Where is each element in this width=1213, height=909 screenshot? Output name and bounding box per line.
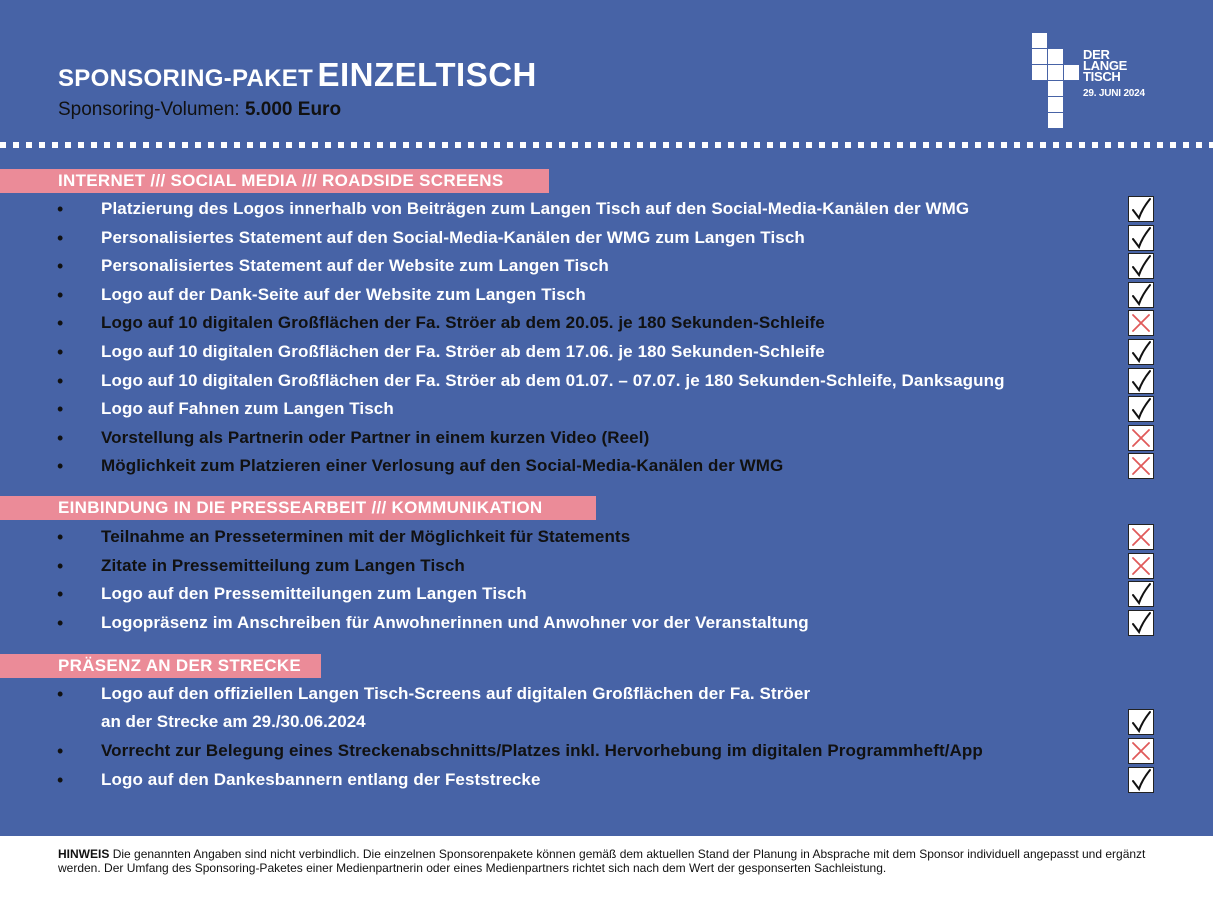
logo-wordmark bbox=[1083, 49, 1127, 82]
section-header-strecke: PRÄSENZ AN DER STRECKE bbox=[0, 654, 321, 678]
cross-icon bbox=[1129, 554, 1153, 578]
cross-icon bbox=[1129, 739, 1153, 763]
bullet-icon: • bbox=[57, 199, 64, 219]
bullet-icon: • bbox=[57, 285, 64, 305]
bullet-icon: • bbox=[57, 371, 64, 391]
item-text: Logo auf den Pressemitteilungen zum Langen Tisch bbox=[101, 584, 527, 603]
bullet-icon: • bbox=[57, 770, 64, 790]
bullet-icon: • bbox=[57, 556, 64, 576]
checkmark-icon bbox=[1129, 397, 1153, 421]
item-text: Möglichkeit zum Platzieren einer Verlosung auf den Social-Media-Kanälen der WMG bbox=[101, 456, 784, 475]
item-text: Vorrecht zur Belegung eines Streckenabschnitts/Platzes inkl. Hervorhebung im digitalen Programmheft/App bbox=[101, 741, 983, 760]
item-text: Logo auf den offiziellen Langen Tisch-Screens auf digitalen Großflächen der Fa. Ströer bbox=[101, 684, 811, 703]
list-item bbox=[0, 424, 1213, 452]
footer-note bbox=[58, 847, 1158, 875]
volume-label: Sponsoring-Volumen: bbox=[58, 99, 240, 120]
der-lange-tisch-logo bbox=[1031, 32, 1171, 132]
status-box bbox=[1128, 738, 1154, 764]
list-item bbox=[0, 452, 1213, 480]
bullet-icon: • bbox=[57, 584, 64, 604]
status-box bbox=[1128, 425, 1154, 451]
item-text: Teilnahme an Presseterminen mit der Möglichkeit für Statements bbox=[101, 527, 631, 546]
checkmark-icon bbox=[1129, 710, 1153, 734]
footer-text: Die genannten Angaben sind nicht verbindlich. Die einzelnen Sponsorenpakete können gemäß dem aktuellen Stand der Planung in Absprache mit dem Sponsor individuell angepasst und ergänzt werden. Der Umfang des Sponsoring-Paketes einer Medienpartnerin oder eines Medienpartners richtet sich nach dem Wert der gesponserten Sachleistung. bbox=[58, 847, 1146, 875]
bullet-icon: • bbox=[57, 684, 64, 704]
bullet-icon: • bbox=[57, 527, 64, 547]
item-text: Personalisiertes Statement auf den Social-Media-Kanälen der WMG zum Langen Tisch bbox=[101, 228, 805, 247]
checkmark-icon bbox=[1129, 369, 1153, 393]
cross-icon bbox=[1129, 311, 1153, 335]
bullet-icon: • bbox=[57, 613, 64, 633]
list-item bbox=[0, 580, 1213, 608]
item-text: Logo auf Fahnen zum Langen Tisch bbox=[101, 399, 394, 418]
logo-date: 29. JUNI 2024 bbox=[1083, 88, 1145, 99]
item-text: Zitate in Pressemitteilung zum Langen Tisch bbox=[101, 556, 465, 575]
checkmark-icon bbox=[1129, 226, 1153, 250]
checkmark-icon bbox=[1129, 283, 1153, 307]
list-item bbox=[0, 609, 1213, 637]
status-box bbox=[1128, 709, 1154, 735]
logo-line-3: TISCH bbox=[1083, 69, 1121, 84]
list-item bbox=[0, 766, 1213, 794]
list-item bbox=[0, 737, 1213, 765]
bullet-icon: • bbox=[57, 741, 64, 761]
item-text-continued: an der Strecke am 29./30.06.2024 bbox=[101, 712, 366, 731]
cross-icon bbox=[1129, 426, 1153, 450]
status-box bbox=[1128, 196, 1154, 222]
list-item bbox=[0, 367, 1213, 395]
section-header-internet: INTERNET /// SOCIAL MEDIA /// ROADSIDE SCREENS bbox=[0, 169, 549, 193]
bullet-icon: • bbox=[57, 228, 64, 248]
item-text: Logo auf 10 digitalen Großflächen der Fa. Ströer ab dem 20.05. je 180 Sekunden-Schleife bbox=[101, 313, 825, 332]
list-item bbox=[0, 680, 1213, 736]
list-item bbox=[0, 195, 1213, 223]
item-text: Logo auf der Dank-Seite auf der Website zum Langen Tisch bbox=[101, 285, 586, 304]
item-text: Platzierung des Logos innerhalb von Beiträgen zum Langen Tisch auf den Social-Media-Kanälen der WMG bbox=[101, 199, 970, 218]
bullet-icon: • bbox=[57, 428, 64, 448]
list-item bbox=[0, 395, 1213, 423]
list-item bbox=[0, 552, 1213, 580]
status-box bbox=[1128, 767, 1154, 793]
status-box bbox=[1128, 225, 1154, 251]
list-item bbox=[0, 281, 1213, 309]
status-box bbox=[1128, 524, 1154, 550]
checkmark-icon bbox=[1129, 254, 1153, 278]
checkmark-icon bbox=[1129, 768, 1153, 792]
list-item bbox=[0, 224, 1213, 252]
status-box bbox=[1128, 339, 1154, 365]
volume-value: 5.000 Euro bbox=[244, 99, 342, 120]
title-main: EINZELTISCH bbox=[317, 56, 537, 93]
status-box bbox=[1128, 610, 1154, 636]
bullet-icon: • bbox=[57, 313, 64, 333]
logo-line-2: LANGE bbox=[1083, 58, 1128, 73]
status-box bbox=[1128, 581, 1154, 607]
dotted-divider bbox=[0, 142, 1213, 148]
page-title bbox=[58, 56, 537, 94]
section-header-presse: EINBINDUNG IN DIE PRESSEARBEIT /// KOMMUNIKATION bbox=[0, 496, 596, 520]
bullet-icon: • bbox=[57, 256, 64, 276]
item-text: Personalisiertes Statement auf der Website zum Langen Tisch bbox=[101, 256, 609, 275]
bullet-icon: • bbox=[57, 456, 64, 476]
checkmark-icon bbox=[1129, 582, 1153, 606]
sponsoring-volume bbox=[58, 99, 341, 121]
list-item bbox=[0, 309, 1213, 337]
checkmark-icon bbox=[1129, 340, 1153, 364]
cross-icon bbox=[1129, 525, 1153, 549]
logo-line-1: DER bbox=[1083, 47, 1110, 62]
bullet-icon: • bbox=[57, 399, 64, 419]
status-box bbox=[1128, 368, 1154, 394]
cross-icon bbox=[1129, 454, 1153, 478]
item-text: Logo auf 10 digitalen Großflächen der Fa. Ströer ab dem 01.07. – 07.07. je 180 Sekunden-Schleife, Danksagung bbox=[101, 371, 1005, 390]
status-box bbox=[1128, 253, 1154, 279]
status-box bbox=[1128, 453, 1154, 479]
status-box bbox=[1128, 553, 1154, 579]
checkmark-icon bbox=[1129, 197, 1153, 221]
item-text: Vorstellung als Partnerin oder Partner in einem kurzen Video (Reel) bbox=[101, 428, 650, 447]
checkmark-icon bbox=[1129, 611, 1153, 635]
status-box bbox=[1128, 310, 1154, 336]
status-box bbox=[1128, 282, 1154, 308]
title-prefix: SPONSORING-PAKET bbox=[58, 65, 314, 92]
status-box bbox=[1128, 396, 1154, 422]
item-text: Logo auf den Dankesbannern entlang der Feststrecke bbox=[101, 770, 541, 789]
item-text: Logopräsenz im Anschreiben für Anwohnerinnen und Anwohner vor der Veranstaltung bbox=[101, 613, 809, 632]
list-item bbox=[0, 338, 1213, 366]
footer-label: HINWEIS bbox=[58, 847, 110, 861]
list-item bbox=[0, 523, 1213, 551]
list-item bbox=[0, 252, 1213, 280]
bullet-icon: • bbox=[57, 342, 64, 362]
item-text: Logo auf 10 digitalen Großflächen der Fa. Ströer ab dem 17.06. je 180 Sekunden-Schleife bbox=[101, 342, 825, 361]
